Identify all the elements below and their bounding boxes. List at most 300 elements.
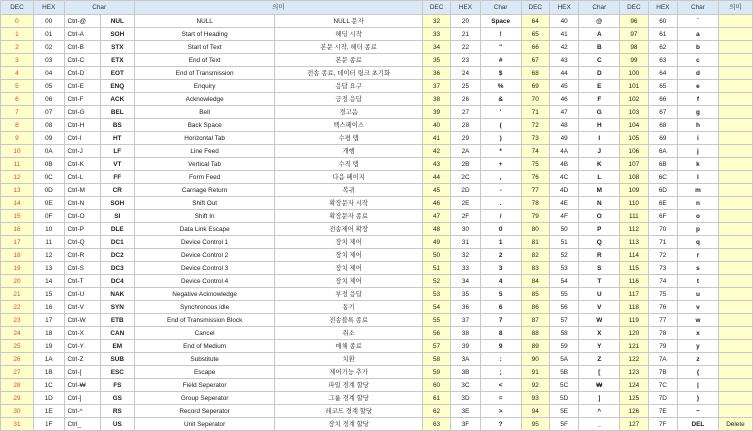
char-dec-cell: 70 <box>521 93 549 106</box>
control-hex-cell: 1D <box>33 392 64 405</box>
char-glyph-cell: n <box>678 197 719 210</box>
control-abbr-cell: DC4 <box>100 275 134 288</box>
meaning-cell <box>718 184 752 197</box>
char-glyph-cell: O <box>579 210 620 223</box>
char-dec-cell: 93 <box>521 392 549 405</box>
control-abbr-cell: SOH <box>100 197 134 210</box>
meaning-cell <box>718 366 752 379</box>
char-hex-cell: 74 <box>648 275 677 288</box>
control-name-cell: Acknowledge <box>134 93 275 106</box>
control-meaning-cell: 본문 시작, 헤더 종료 <box>275 41 422 54</box>
char-glyph-cell: . <box>480 197 521 210</box>
header-hex: HEX <box>33 1 64 15</box>
char-glyph-cell: r <box>678 249 719 262</box>
table-row <box>1 405 753 418</box>
control-dec-cell: 10 <box>1 145 34 158</box>
meaning-cell <box>718 288 752 301</box>
control-abbr-cell: SYN <box>100 301 134 314</box>
control-dec-cell: 6 <box>1 93 34 106</box>
char-glyph-cell: 3 <box>480 262 521 275</box>
char-hex-cell: 4F <box>549 210 578 223</box>
control-key-cell: Ctrl-I <box>64 132 100 145</box>
char-hex-cell: 7D <box>648 392 677 405</box>
control-key-cell: Ctrl-U <box>64 288 100 301</box>
control-abbr-cell: FF <box>100 171 134 184</box>
char-hex-cell: 5C <box>549 379 578 392</box>
char-glyph-cell: q <box>678 236 719 249</box>
char-glyph-cell: h <box>678 119 719 132</box>
table-row <box>1 28 753 41</box>
meaning-cell <box>718 197 752 210</box>
char-glyph-cell: s <box>678 262 719 275</box>
char-hex-cell: 5B <box>549 366 578 379</box>
header-char: Char <box>480 1 521 15</box>
control-dec-cell: 24 <box>1 327 34 340</box>
char-hex-cell: 4A <box>549 145 578 158</box>
control-meaning-cell: NULL 문자 <box>275 15 422 28</box>
char-glyph-cell: A <box>579 28 620 41</box>
control-key-cell: Ctrl-^ <box>64 405 100 418</box>
char-glyph-cell: j <box>678 145 719 158</box>
char-hex-cell: 50 <box>549 223 578 236</box>
table-row <box>1 418 753 431</box>
char-dec-cell: 95 <box>521 418 549 431</box>
char-glyph-cell: u <box>678 288 719 301</box>
header-char: Char <box>579 1 620 15</box>
control-key-cell: Ctrl-J <box>64 145 100 158</box>
char-dec-cell: 68 <box>521 67 549 80</box>
char-hex-cell: 21 <box>451 28 480 41</box>
char-dec-cell: 51 <box>422 262 450 275</box>
char-glyph-cell: F <box>579 93 620 106</box>
control-meaning-cell: 응답 요구 <box>275 80 422 93</box>
control-meaning-cell: 장치 제어 <box>275 262 422 275</box>
char-hex-cell: 63 <box>648 54 677 67</box>
char-hex-cell: 3E <box>451 405 480 418</box>
char-hex-cell: 75 <box>648 288 677 301</box>
control-dec-cell: 4 <box>1 67 34 80</box>
char-hex-cell: 3F <box>451 418 480 431</box>
meaning-cell <box>718 210 752 223</box>
char-dec-cell: 124 <box>620 379 648 392</box>
meaning-cell <box>718 379 752 392</box>
meaning-cell <box>718 236 752 249</box>
char-dec-cell: 83 <box>521 262 549 275</box>
header-hex: HEX <box>451 1 480 15</box>
char-glyph-cell: ] <box>579 392 620 405</box>
char-dec-cell: 81 <box>521 236 549 249</box>
char-glyph-cell: K <box>579 158 620 171</box>
control-hex-cell: 1C <box>33 379 64 392</box>
control-dec-cell: 18 <box>1 249 34 262</box>
control-name-cell: Enquiry <box>134 80 275 93</box>
control-abbr-cell: DC2 <box>100 249 134 262</box>
char-dec-cell: 108 <box>620 171 648 184</box>
char-glyph-cell: { <box>678 366 719 379</box>
control-dec-cell: 11 <box>1 158 34 171</box>
meaning-cell <box>718 353 752 366</box>
char-dec-cell: 117 <box>620 288 648 301</box>
control-key-cell: Ctrl-H <box>64 119 100 132</box>
char-dec-cell: 86 <box>521 301 549 314</box>
control-key-cell: Ctrl-Q <box>64 236 100 249</box>
char-hex-cell: 2B <box>451 158 480 171</box>
char-hex-cell: 38 <box>451 327 480 340</box>
char-dec-cell: 126 <box>620 405 648 418</box>
control-meaning-cell: 그룹 경계 할당 <box>275 392 422 405</box>
char-glyph-cell: I <box>579 132 620 145</box>
control-abbr-cell: ESC <box>100 366 134 379</box>
control-name-cell: Device Control 4 <box>134 275 275 288</box>
char-glyph-cell: 6 <box>480 301 521 314</box>
char-glyph-cell: g <box>678 106 719 119</box>
char-dec-cell: 34 <box>422 41 450 54</box>
control-key-cell: Ctrl-G <box>64 106 100 119</box>
char-glyph-cell: N <box>579 197 620 210</box>
control-meaning-cell: 전송블록 종료 <box>275 314 422 327</box>
control-key-cell: Ctrl-] <box>64 392 100 405</box>
control-key-cell: Ctrl-O <box>64 210 100 223</box>
char-hex-cell: 3B <box>451 366 480 379</box>
char-glyph-cell: ' <box>480 106 521 119</box>
control-hex-cell: 1E <box>33 405 64 418</box>
control-meaning-cell: 장치 제어 <box>275 275 422 288</box>
control-hex-cell: 0F <box>33 210 64 223</box>
char-glyph-cell: 8 <box>480 327 521 340</box>
char-dec-cell: 101 <box>620 80 648 93</box>
char-dec-cell: 77 <box>521 184 549 197</box>
char-dec-cell: 113 <box>620 236 648 249</box>
meaning-cell <box>718 54 752 67</box>
char-dec-cell: 46 <box>422 197 450 210</box>
control-name-cell: Back Space <box>134 119 275 132</box>
char-hex-cell: 4B <box>549 158 578 171</box>
control-dec-cell: 7 <box>1 106 34 119</box>
char-glyph-cell: | <box>678 379 719 392</box>
control-abbr-cell: ACK <box>100 93 134 106</box>
char-hex-cell: 33 <box>451 262 480 275</box>
control-key-cell: Ctrl-@ <box>64 15 100 28</box>
char-hex-cell: 55 <box>549 288 578 301</box>
char-hex-cell: 47 <box>549 106 578 119</box>
meaning-cell <box>718 301 752 314</box>
char-glyph-cell: c <box>678 54 719 67</box>
control-dec-cell: 13 <box>1 184 34 197</box>
meaning-cell <box>718 41 752 54</box>
control-meaning-cell: 수평 탭 <box>275 132 422 145</box>
control-hex-cell: 17 <box>33 314 64 327</box>
control-meaning-cell: 치환 <box>275 353 422 366</box>
control-meaning-cell: 수직 탭 <box>275 158 422 171</box>
char-hex-cell: 43 <box>549 54 578 67</box>
char-dec-cell: 54 <box>422 301 450 314</box>
char-glyph-cell: E <box>579 80 620 93</box>
char-dec-cell: 87 <box>521 314 549 327</box>
control-name-cell: Carriage Return <box>134 184 275 197</box>
char-dec-cell: 111 <box>620 210 648 223</box>
char-dec-cell: 45 <box>422 184 450 197</box>
char-dec-cell: 91 <box>521 366 549 379</box>
char-dec-cell: 74 <box>521 145 549 158</box>
control-meaning-cell: 경고음 <box>275 106 422 119</box>
table-row <box>1 171 753 184</box>
char-dec-cell: 122 <box>620 353 648 366</box>
control-dec-cell: 30 <box>1 405 34 418</box>
char-hex-cell: 78 <box>648 327 677 340</box>
control-hex-cell: 07 <box>33 106 64 119</box>
meaning-cell <box>718 314 752 327</box>
char-glyph-cell: " <box>480 41 521 54</box>
table-row <box>1 275 753 288</box>
char-dec-cell: 40 <box>422 119 450 132</box>
meaning-cell: Delete <box>718 418 752 431</box>
control-key-cell: Ctrl-S <box>64 262 100 275</box>
char-dec-cell: 119 <box>620 314 648 327</box>
control-abbr-cell: NUL <box>100 15 134 28</box>
char-dec-cell: 100 <box>620 67 648 80</box>
control-name-cell: Device Control 2 <box>134 249 275 262</box>
control-key-cell: Ctrl-C <box>64 54 100 67</box>
char-glyph-cell: + <box>480 158 521 171</box>
char-glyph-cell: G <box>579 106 620 119</box>
char-glyph-cell: p <box>678 223 719 236</box>
char-hex-cell: 58 <box>549 327 578 340</box>
char-dec-cell: 71 <box>521 106 549 119</box>
char-glyph-cell: , <box>480 171 521 184</box>
table-row <box>1 41 753 54</box>
meaning-cell <box>718 15 752 28</box>
char-dec-cell: 64 <box>521 15 549 28</box>
char-dec-cell: 39 <box>422 106 450 119</box>
control-key-cell: Ctrl-Z <box>64 353 100 366</box>
control-dec-cell: 31 <box>1 418 34 431</box>
control-dec-cell: 1 <box>1 28 34 41</box>
control-meaning-cell: 제어기능 추가 <box>275 366 422 379</box>
control-key-cell: Ctrl-F <box>64 93 100 106</box>
char-hex-cell: 3A <box>451 353 480 366</box>
table-row <box>1 132 753 145</box>
char-glyph-cell: f <box>678 93 719 106</box>
control-dec-cell: 26 <box>1 353 34 366</box>
control-name-cell: Substitute <box>134 353 275 366</box>
char-hex-cell: 48 <box>549 119 578 132</box>
char-glyph-cell: $ <box>480 67 521 80</box>
char-glyph-cell: e <box>678 80 719 93</box>
char-glyph-cell: o <box>678 210 719 223</box>
char-hex-cell: 54 <box>549 275 578 288</box>
control-key-cell: Ctrl_ <box>64 418 100 431</box>
char-hex-cell: 6C <box>648 171 677 184</box>
char-dec-cell: 84 <box>521 275 549 288</box>
char-hex-cell: 7A <box>648 353 677 366</box>
char-dec-cell: 66 <box>521 41 549 54</box>
control-abbr-cell: CR <box>100 184 134 197</box>
char-glyph-cell: W <box>579 314 620 327</box>
control-meaning-cell: 레코드 경계 할당 <box>275 405 422 418</box>
char-dec-cell: 120 <box>620 327 648 340</box>
control-abbr-cell: DC1 <box>100 236 134 249</box>
control-dec-cell: 25 <box>1 340 34 353</box>
control-key-cell: Ctrl-M <box>64 184 100 197</box>
char-dec-cell: 78 <box>521 197 549 210</box>
control-abbr-cell: LF <box>100 145 134 158</box>
control-dec-cell: 0 <box>1 15 34 28</box>
control-meaning-cell: 다음 페이지 <box>275 171 422 184</box>
char-dec-cell: 63 <box>422 418 450 431</box>
char-glyph-cell: 2 <box>480 249 521 262</box>
char-glyph-cell: ; <box>480 366 521 379</box>
char-dec-cell: 121 <box>620 340 648 353</box>
char-glyph-cell: d <box>678 67 719 80</box>
control-name-cell: Negative Acknowledge <box>134 288 275 301</box>
char-dec-cell: 32 <box>422 15 450 28</box>
control-hex-cell: 13 <box>33 262 64 275</box>
char-glyph-cell: - <box>480 184 521 197</box>
control-abbr-cell: SOH <box>100 28 134 41</box>
header-char: Char <box>64 1 134 15</box>
char-glyph-cell: C <box>579 54 620 67</box>
char-hex-cell: 36 <box>451 301 480 314</box>
char-glyph-cell: * <box>480 145 521 158</box>
char-dec-cell: 114 <box>620 249 648 262</box>
char-glyph-cell: 5 <box>480 288 521 301</box>
control-hex-cell: 05 <box>33 80 64 93</box>
char-hex-cell: 66 <box>648 93 677 106</box>
char-hex-cell: 6A <box>648 145 677 158</box>
char-hex-cell: 32 <box>451 249 480 262</box>
char-hex-cell: 42 <box>549 41 578 54</box>
control-abbr-cell: VT <box>100 158 134 171</box>
char-hex-cell: 2E <box>451 197 480 210</box>
control-name-cell: End of Transmission Block <box>134 314 275 327</box>
meaning-cell <box>718 28 752 41</box>
control-meaning-cell: 전송제어 확장 <box>275 223 422 236</box>
table-row <box>1 80 753 93</box>
control-key-cell: Ctrl-₩ <box>64 379 100 392</box>
char-glyph-cell: ? <box>480 418 521 431</box>
char-dec-cell: 118 <box>620 301 648 314</box>
control-hex-cell: 0D <box>33 184 64 197</box>
char-glyph-cell: X <box>579 327 620 340</box>
char-hex-cell: 35 <box>451 288 480 301</box>
meaning-cell <box>718 80 752 93</box>
char-glyph-cell: l <box>678 171 719 184</box>
char-dec-cell: 103 <box>620 106 648 119</box>
header-dec: DEC <box>1 1 34 15</box>
control-hex-cell: 19 <box>33 340 64 353</box>
meaning-cell <box>718 158 752 171</box>
char-glyph-cell: ₩ <box>579 379 620 392</box>
meaning-cell <box>718 275 752 288</box>
char-dec-cell: 99 <box>620 54 648 67</box>
control-meaning-cell: 장치 제어 <box>275 249 422 262</box>
control-name-cell: Field Seperator <box>134 379 275 392</box>
control-hex-cell: 18 <box>33 327 64 340</box>
meaning-cell <box>718 132 752 145</box>
char-glyph-cell: ~ <box>678 405 719 418</box>
control-name-cell: Line Feed <box>134 145 275 158</box>
control-key-cell: Ctrl-W <box>64 314 100 327</box>
char-hex-cell: 73 <box>648 262 677 275</box>
control-name-cell: Start of Text <box>134 41 275 54</box>
char-dec-cell: 41 <box>422 132 450 145</box>
char-hex-cell: 46 <box>549 93 578 106</box>
header-dec: DEC <box>422 1 450 15</box>
control-meaning-cell: 매체 종료 <box>275 340 422 353</box>
char-hex-cell: 24 <box>451 67 480 80</box>
char-glyph-cell: } <box>678 392 719 405</box>
control-meaning-cell: 복귀 <box>275 184 422 197</box>
char-hex-cell: 3C <box>451 379 480 392</box>
char-glyph-cell: / <box>480 210 521 223</box>
char-hex-cell: 79 <box>648 340 677 353</box>
table-row <box>1 210 753 223</box>
char-glyph-cell: ^ <box>579 405 620 418</box>
char-dec-cell: 85 <box>521 288 549 301</box>
control-meaning-cell: 확장문자 시작 <box>275 197 422 210</box>
control-abbr-cell: FS <box>100 379 134 392</box>
char-dec-cell: 42 <box>422 145 450 158</box>
char-dec-cell: 49 <box>422 236 450 249</box>
char-glyph-cell: % <box>480 80 521 93</box>
control-meaning-cell: 장치 제어 <box>275 236 422 249</box>
control-dec-cell: 22 <box>1 301 34 314</box>
meaning-cell <box>718 145 752 158</box>
char-dec-cell: 37 <box>422 80 450 93</box>
table-row <box>1 301 753 314</box>
char-dec-cell: 52 <box>422 275 450 288</box>
control-dec-cell: 19 <box>1 262 34 275</box>
char-hex-cell: 25 <box>451 80 480 93</box>
char-dec-cell: 110 <box>620 197 648 210</box>
control-abbr-cell: ETX <box>100 54 134 67</box>
char-hex-cell: 59 <box>549 340 578 353</box>
char-dec-cell: 76 <box>521 171 549 184</box>
control-name-cell: Unit Seperator <box>134 418 275 431</box>
char-dec-cell: 97 <box>620 28 648 41</box>
char-hex-cell: 7B <box>648 366 677 379</box>
meaning-cell <box>718 262 752 275</box>
char-dec-cell: 88 <box>521 327 549 340</box>
char-dec-cell: 104 <box>620 119 648 132</box>
header-char: Char <box>678 1 719 15</box>
char-glyph-cell: ( <box>480 119 521 132</box>
control-hex-cell: 0A <box>33 145 64 158</box>
char-glyph-cell: b <box>678 41 719 54</box>
char-hex-cell: 39 <box>451 340 480 353</box>
char-hex-cell: 6D <box>648 184 677 197</box>
control-dec-cell: 29 <box>1 392 34 405</box>
control-meaning-cell: 파일 경계 할당 <box>275 379 422 392</box>
control-meaning-cell: 백스페이스 <box>275 119 422 132</box>
char-dec-cell: 90 <box>521 353 549 366</box>
char-hex-cell: 4C <box>549 171 578 184</box>
control-dec-cell: 23 <box>1 314 34 327</box>
control-meaning-cell: 취소 <box>275 327 422 340</box>
table-row <box>1 379 753 392</box>
table-row <box>1 262 753 275</box>
char-hex-cell: 34 <box>451 275 480 288</box>
control-hex-cell: 06 <box>33 93 64 106</box>
char-glyph-cell: & <box>480 93 521 106</box>
char-glyph-cell: ! <box>480 28 521 41</box>
char-dec-cell: 89 <box>521 340 549 353</box>
char-glyph-cell: v <box>678 301 719 314</box>
table-row <box>1 353 753 366</box>
table-row <box>1 15 753 28</box>
control-dec-cell: 14 <box>1 197 34 210</box>
char-dec-cell: 59 <box>422 366 450 379</box>
